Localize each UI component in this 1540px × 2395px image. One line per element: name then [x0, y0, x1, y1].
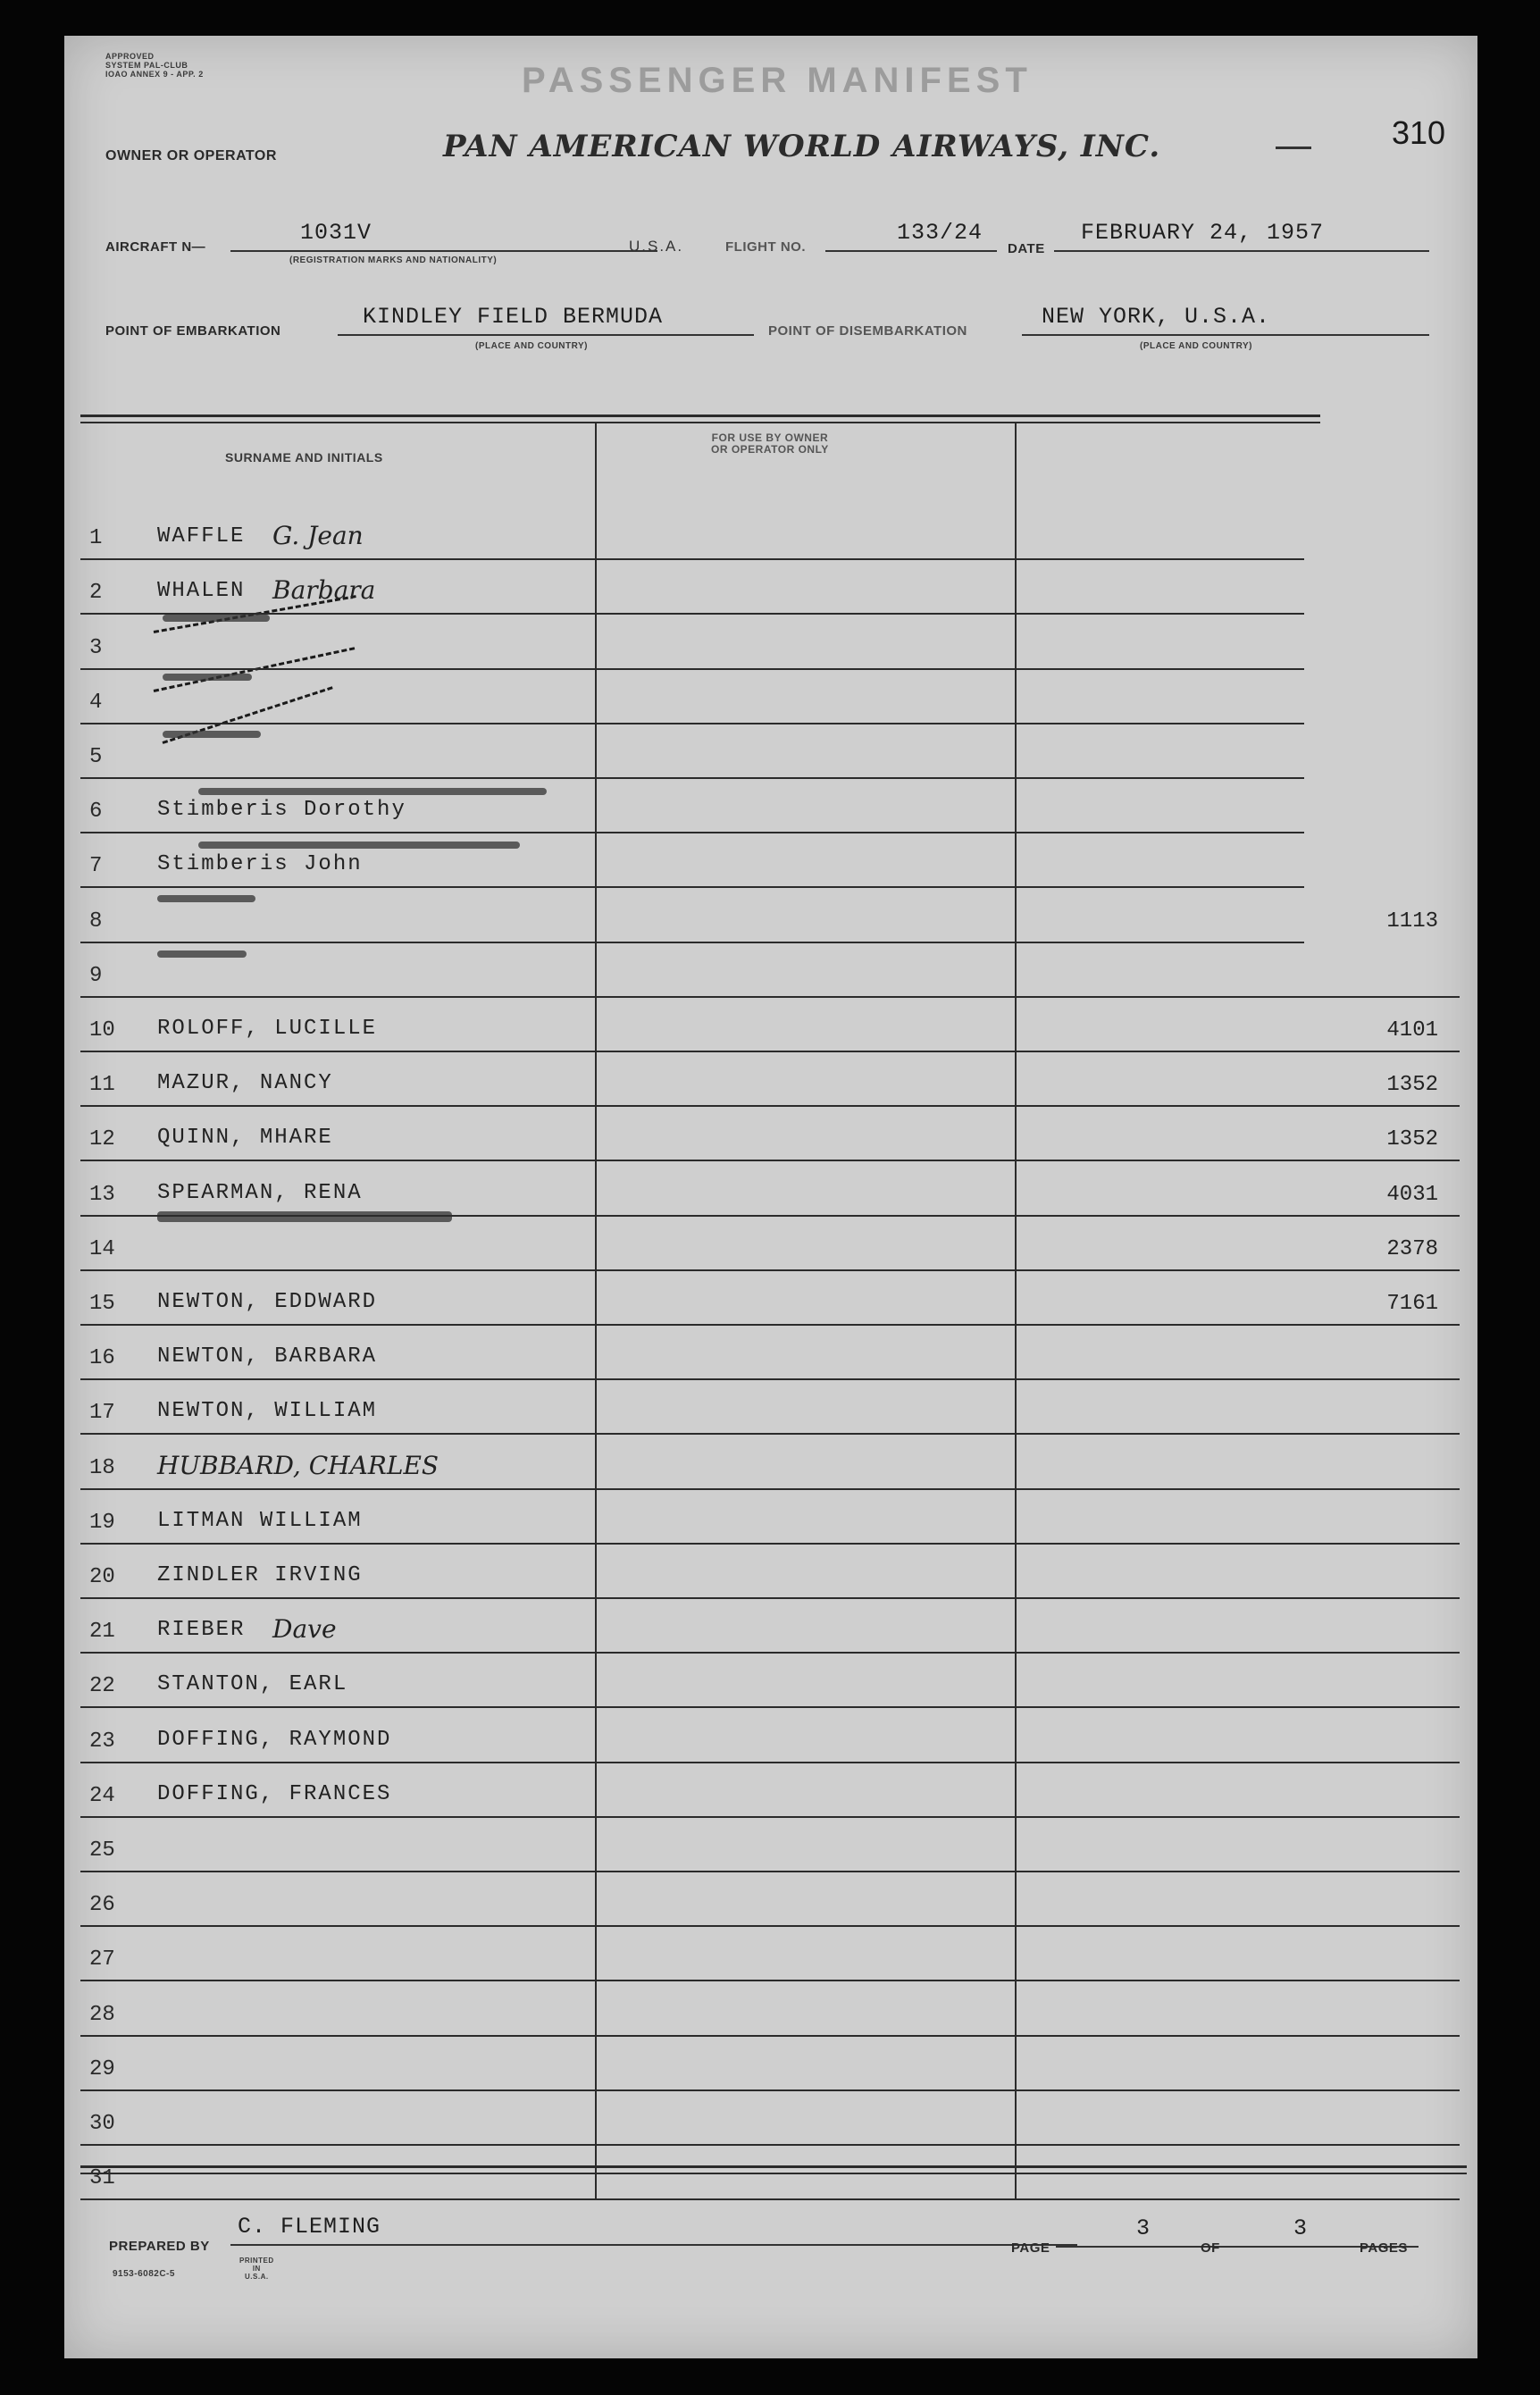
page-stamp-number: 310 — [1392, 114, 1446, 151]
scribble-row-8 — [157, 895, 255, 902]
row-rule — [80, 1925, 1460, 1927]
row-rule — [80, 1215, 1460, 1217]
row-rule — [80, 2089, 1460, 2091]
owner-value: PAN AMERICAN WORLD AIRWAYS, INC. — [443, 129, 1161, 164]
embarkation-value: KINDLEY FIELD BERMUDA — [363, 304, 664, 330]
row-number: 31 — [89, 2166, 115, 2191]
row-rule — [80, 613, 1304, 615]
form-approval-stamp: APPROVED SYSTEM PAL-CLUB IOAO ANNEX 9 - APP. 2 — [105, 52, 204, 79]
row-rule — [80, 832, 1304, 833]
table-bottom-rule — [80, 2165, 1467, 2168]
handwritten-name: G. Jean — [272, 521, 364, 551]
row-rule — [80, 1433, 1460, 1435]
prepared-by-label: PREPARED BY — [109, 2239, 210, 2254]
row-number: 24 — [89, 1783, 115, 1808]
date-value: FEBRUARY 24, 1957 — [1081, 220, 1325, 246]
form-code: 9153-6082C-5 — [113, 2269, 175, 2279]
aircraft-value: 1031V — [300, 220, 372, 246]
passenger-name: QUINN, MHARE — [157, 1126, 333, 1151]
manifest-sheet — [64, 36, 1477, 2358]
passenger-name: NEWTON, BARBARA — [157, 1344, 378, 1369]
row-number: 3 — [89, 635, 103, 660]
row-number: 17 — [89, 1401, 115, 1426]
passenger-name: STANTON, EARL — [157, 1672, 348, 1697]
page-value: 3 — [1136, 2215, 1151, 2241]
pages-label: PAGES — [1360, 2240, 1408, 2256]
passenger-name: SPEARMAN, RENA — [157, 1180, 363, 1205]
row-number: 11 — [89, 1073, 115, 1098]
scribble-row-6 — [198, 788, 547, 795]
table-top-rule — [80, 415, 1320, 417]
row-number: 30 — [89, 2112, 115, 2136]
row-rule — [80, 1488, 1460, 1490]
aircraft-underline — [230, 250, 657, 252]
table-top-rule-2 — [80, 422, 1320, 423]
passenger-name: Stimberis John — [157, 852, 363, 877]
row-rule — [80, 886, 1304, 888]
surname-column-header: SURNAME AND INITIALS — [225, 450, 383, 465]
disembarkation-label: POINT OF DISEMBARKATION — [768, 323, 967, 339]
disembarkation-value: NEW YORK, U.S.A. — [1042, 304, 1271, 330]
page-label: PAGE — [1011, 2240, 1050, 2256]
scribble-row-9 — [157, 950, 247, 958]
row-number: 27 — [89, 1947, 115, 1972]
passenger-code: 1352 — [1386, 1073, 1438, 1098]
passenger-code: 7161 — [1386, 1292, 1438, 1316]
date-label: DATE — [1008, 241, 1045, 256]
passenger-code: 1113 — [1386, 909, 1438, 934]
row-number: 25 — [89, 1838, 115, 1863]
table-bottom-rule-2 — [80, 2173, 1467, 2174]
row-number: 13 — [89, 1182, 115, 1207]
passenger-name: NEWTON, WILLIAM — [157, 1399, 378, 1424]
row-rule — [80, 1324, 1460, 1326]
scribble-row-3 — [163, 615, 270, 622]
row-number: 4 — [89, 690, 103, 715]
embarkation-underline — [338, 334, 754, 336]
row-rule — [80, 1269, 1460, 1271]
embarkation-label: POINT OF EMBARKATION — [105, 323, 281, 339]
passenger-name: NEWTON, EDDWARD — [157, 1290, 378, 1314]
printed-in-usa: PRINTED IN U.S.A. — [239, 2257, 274, 2281]
row-number: 22 — [89, 1674, 115, 1699]
row-rule — [80, 1105, 1460, 1107]
prepared-by-underline — [230, 2244, 1077, 2246]
row-rule — [80, 1706, 1460, 1708]
handwritten-name: Barbara — [272, 575, 376, 606]
passenger-code: 2378 — [1386, 1236, 1438, 1261]
row-number: 23 — [89, 1729, 115, 1754]
row-rule — [80, 1543, 1460, 1545]
row-rule — [80, 1160, 1460, 1161]
passenger-name: DOFFING, RAYMOND — [157, 1727, 392, 1752]
scribble-row-14 — [157, 1211, 452, 1222]
row-rule — [80, 2198, 1460, 2200]
flight-underline — [825, 250, 997, 252]
passenger-name: MAZUR, NANCY — [157, 1071, 333, 1096]
row-number: 19 — [89, 1510, 115, 1535]
row-rule — [80, 1597, 1460, 1599]
flight-label: FLIGHT NO. — [725, 239, 806, 255]
row-number: 20 — [89, 1565, 115, 1589]
row-rule — [80, 558, 1304, 560]
page-underline — [1056, 2246, 1252, 2248]
row-rule — [80, 777, 1304, 779]
row-rule — [80, 1816, 1460, 1818]
owner-dash — [1276, 147, 1311, 149]
row-rule — [80, 1378, 1460, 1380]
row-rule — [80, 996, 1460, 998]
form-title: PASSENGER MANIFEST — [522, 61, 1033, 100]
row-rule — [80, 1652, 1460, 1654]
row-number: 14 — [89, 1236, 115, 1261]
row-number: 5 — [89, 745, 103, 769]
row-number: 2 — [89, 581, 103, 606]
passenger-name: DOFFING, FRANCES — [157, 1781, 392, 1806]
row-number: 29 — [89, 2056, 115, 2081]
handwritten-name: Dave — [272, 1614, 337, 1645]
row-number: 7 — [89, 854, 103, 879]
scribble-row-7 — [198, 842, 520, 849]
passenger-name: RIEBER — [157, 1618, 246, 1643]
row-number: 26 — [89, 1893, 115, 1918]
row-rule — [80, 1871, 1460, 1872]
row-rule — [80, 1051, 1460, 1052]
passenger-name: LITMAN WILLIAM — [157, 1508, 363, 1533]
row-rule — [80, 2035, 1460, 2037]
row-number: 21 — [89, 1620, 115, 1645]
owner-label: OWNER OR OPERATOR — [105, 148, 277, 163]
row-number: 18 — [89, 1455, 115, 1480]
row-rule — [80, 668, 1304, 670]
flight-value: 133/24 — [897, 220, 983, 246]
row-rule — [80, 723, 1304, 724]
passenger-name: WHALEN — [157, 579, 246, 604]
col-divider-2 — [1015, 422, 1017, 2199]
of-value: 3 — [1293, 2215, 1309, 2241]
row-number: 28 — [89, 2002, 115, 2027]
row-rule — [80, 2144, 1460, 2146]
row-number: 12 — [89, 1127, 115, 1152]
passenger-code: 4031 — [1386, 1182, 1438, 1207]
of-label: OF — [1201, 2240, 1220, 2256]
col-divider-1 — [595, 422, 597, 2199]
passenger-code: 1352 — [1386, 1127, 1438, 1152]
disembarkation-underline — [1022, 334, 1429, 336]
usa-label: U.S.A. — [629, 238, 684, 255]
row-rule — [80, 1980, 1460, 1981]
row-number: 16 — [89, 1346, 115, 1371]
handwritten-name: HUBBARD, CHARLES — [157, 1450, 439, 1480]
scribble-row-5 — [163, 731, 261, 738]
row-rule — [80, 942, 1304, 943]
row-number: 6 — [89, 800, 103, 825]
passenger-name: WAFFLE — [157, 524, 246, 549]
row-rule — [80, 1762, 1460, 1763]
passenger-name: ROLOFF, LUCILLE — [157, 1017, 378, 1041]
disembarkation-sublabel: (PLACE AND COUNTRY) — [1140, 341, 1252, 351]
row-number: 8 — [89, 909, 103, 934]
aircraft-sublabel: (REGISTRATION MARKS AND NATIONALITY) — [289, 255, 498, 265]
aircraft-label: AIRCRAFT N— — [105, 239, 206, 255]
row-number: 15 — [89, 1292, 115, 1316]
owner-use-column-header: FOR USE BY OWNER OR OPERATOR ONLY — [711, 431, 829, 456]
passenger-code: 4101 — [1386, 1018, 1438, 1043]
row-number: 1 — [89, 526, 103, 551]
passenger-name: Stimberis Dorothy — [157, 798, 406, 823]
row-number: 9 — [89, 963, 103, 988]
prepared-by-value: C. FLEMING — [238, 2214, 381, 2240]
date-underline — [1054, 250, 1429, 252]
scribble-row-4 — [163, 674, 252, 681]
passenger-name: ZINDLER IRVING — [157, 1563, 363, 1587]
embarkation-sublabel: (PLACE AND COUNTRY) — [475, 341, 588, 351]
row-number: 10 — [89, 1018, 115, 1043]
